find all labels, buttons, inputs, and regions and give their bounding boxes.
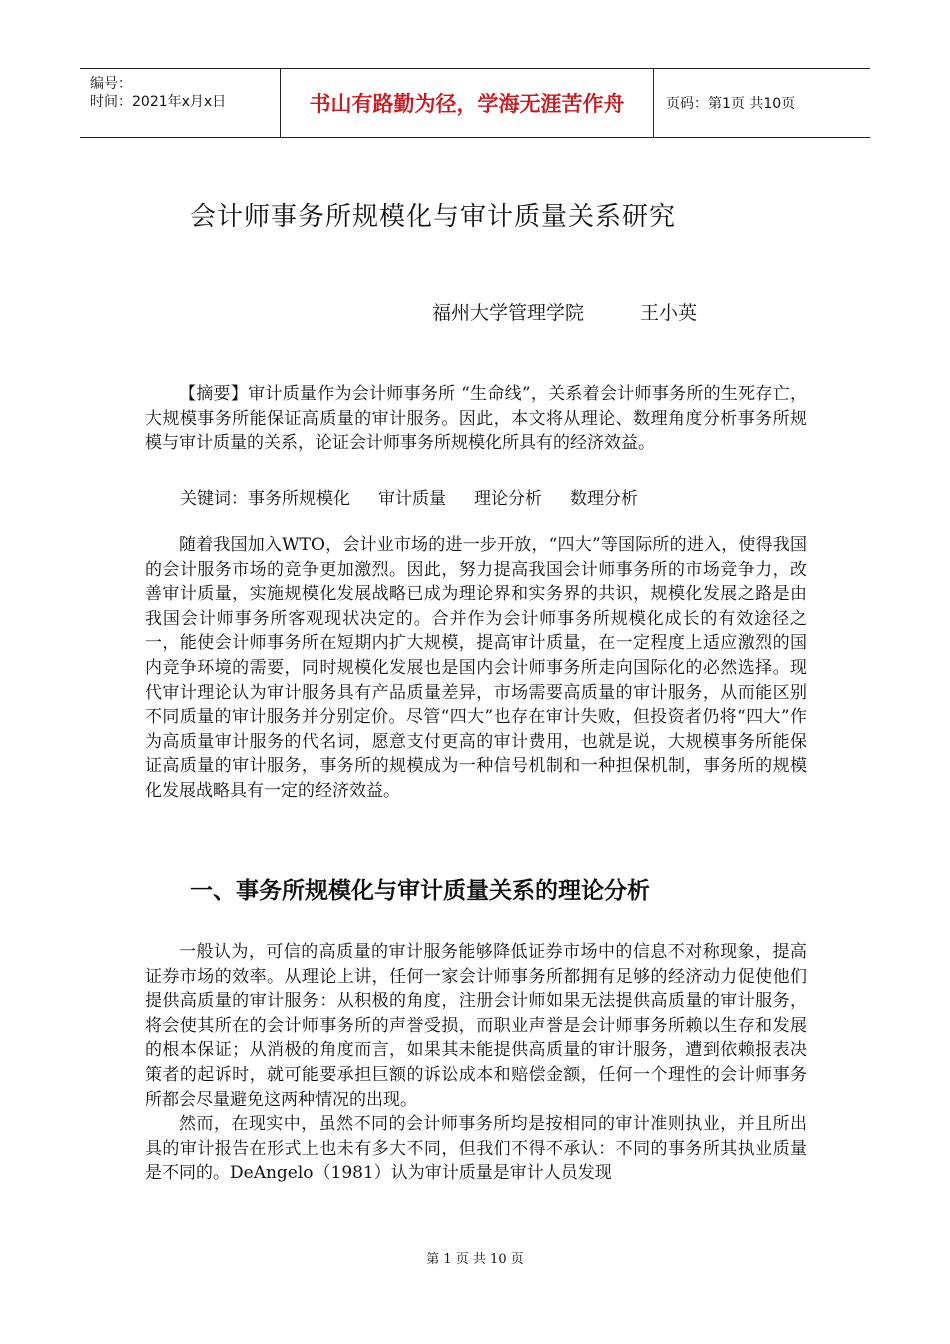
abstract-paragraph: 【摘要】审计质量作为会计师事务所 “生命线”，关系着会计师事务所的生死存亡，大规模事务所能保证高质量的审计服务。因此，本文将从理论、数理角度分析事务所规模与审计质量的关系，论证会计师事务所规模化所具有的经济效益。 [145,384,807,454]
document-header [80,68,870,138]
abstract-block [145,382,807,456]
section-paragraph: 一般认为，可信的高质量的审计服务能够降低证券市场中的信息不对称现象，提高证券市场的效率。从理论上讲，任何一家会计师事务所都拥有足够的经济动力促使他们提供高质量的审计服务：从积极的角度，注册会计师如果无法提供高质量的审计服务，将会使其所在的会计师事务所的声誉受损，而职业声誉是会计师事务所赖以生存和发展的根本保证；从消极的角度而言，如果其未能提供高质量的审计服务，遭到依赖报表决策者的起诉时，就可能要承担巨额的诉讼成本和赔偿金额，任何一个理性的会计师事务所都会尽量避免这两种情况的出现。 [145,942,807,1110]
keyword-item: 理论分析 [474,489,542,509]
motto-text: 书山有路勤为径，学海无涯苦作舟 [309,92,625,116]
page-footer: 第 1 页 共 10 页 [426,1252,524,1267]
number-label: 编号： [90,76,132,92]
time-label: 时间：2021年x月x日 [90,94,227,110]
intro-paragraph: 随着我国加入WTO，会计业市场的进一步开放，“四大”等国际所的进入，使得我国的会计服务市场的竞争更加激烈。因此，努力提高我国会计师事务所的市场竞争力，改善审计质量，实施规模化发展战略已成为理论界和实务界的共识，规模化发展之路是由我国会计师事务所客观现状决定的。合并作为会计师事务所规模化成长的有效途径之一，能使会计师事务所在短期内扩大规模，提高审计质量，在一定程度上适应激烈的国内竞争环境的需要，同时规模化发展也是国内会计师事务所走向国际化的必然选择。现代审计理论认为审计服务具有产品质量差异，市场需要高质量的审计服务，从而能区别不同质量的审计服务并分别定价。尽管“四大”也存在审计失败，但投资者仍将“四大”作为高质量审计服务的代名词，愿意支付更高的审计费用，也就是说，大规模事务所能保证高质量的审计服务，事务所的规模成为一种信号机制和一种担保机制，事务所的规模化发展战略具有一定的经济效益。 [145,535,807,801]
section-heading: 一、事务所规模化与审计质量关系的理论分析 [190,878,650,904]
intro-block [145,533,807,804]
keywords-line [180,484,666,509]
document-title: 会计师事务所规模化与审计质量关系研究 [190,202,677,232]
author-name: 王小英 [640,302,698,324]
keywords-label: 关键词： [180,489,248,509]
section-paragraph: 然而，在现实中，虽然不同的会计师事务所均是按相同的审计准则执业，并且所出具的审计报告在形式上也未有多大不同，但我们不得不承认：不同的事务所其执业质量是不同的。DeAngelo（1981）认为审计质量是审计人员发现 [145,1114,807,1184]
header-page-cell [654,69,870,137]
section-body [145,940,807,1186]
author-affiliation: 福州大学管理学院 [432,302,585,324]
keyword-item: 事务所规模化 [248,489,350,509]
author-line [432,298,697,325]
keyword-item: 数理分析 [570,489,638,509]
page-label: 页码：第1页 共10页 [666,96,796,112]
header-motto-cell [281,69,654,137]
keyword-item: 审计质量 [378,489,446,509]
header-meta-cell [80,69,281,137]
